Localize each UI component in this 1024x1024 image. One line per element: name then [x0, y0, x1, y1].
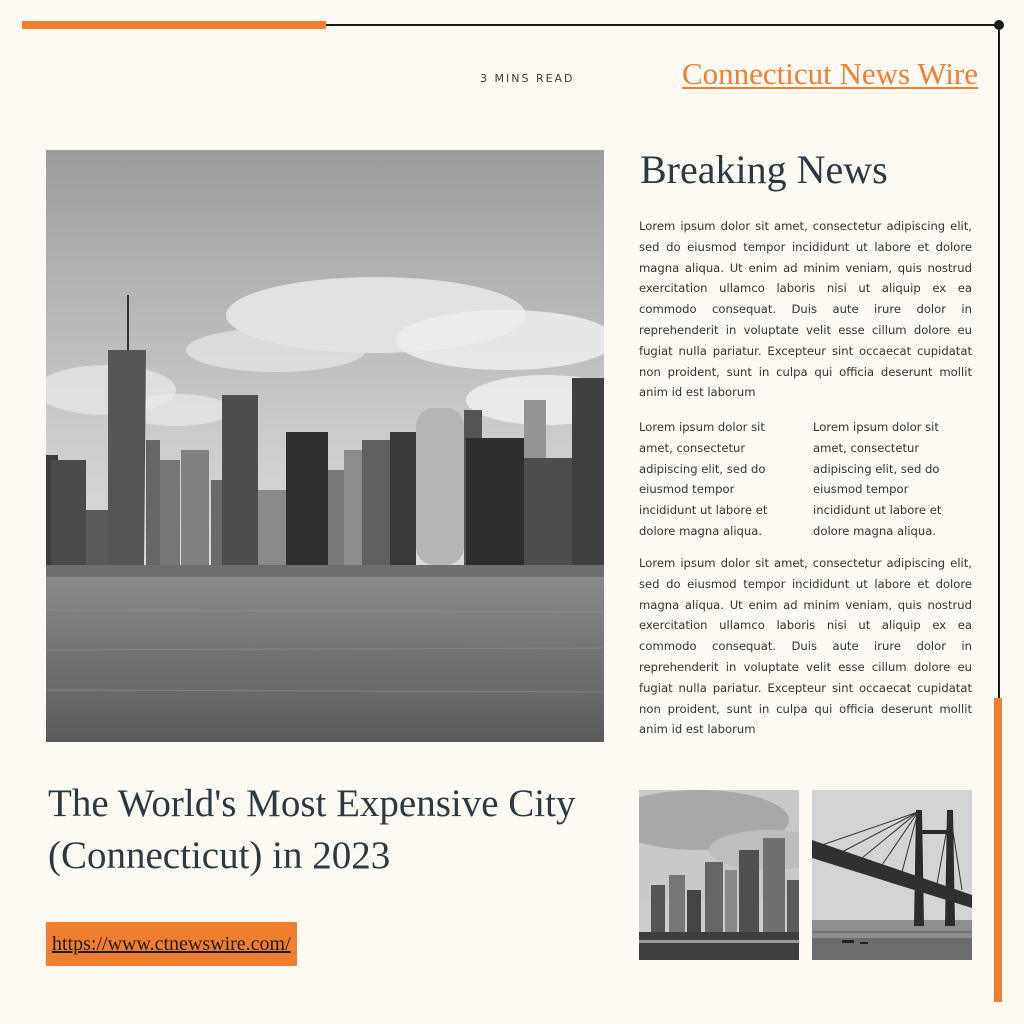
- top-rule-line: [326, 24, 1000, 26]
- website-link[interactable]: https://www.ctnewswire.com/: [52, 932, 291, 955]
- top-accent-bar: [22, 21, 326, 29]
- thumbnail-city-image: [639, 790, 799, 960]
- url-badge[interactable]: [46, 922, 297, 966]
- hero-skyline-image: [46, 150, 604, 742]
- article-paragraph-2: Lorem ipsum dolor sit amet, consectetur adipiscing elit, sed do eiusmod tempor incididunt ut labore et dolore magna aliqua. Ut enim ad minim veniam, quis nostrud exercitation ullamco laboris nisi ut aliquip ex ea commodo consequat. Duis aute irure dolor in reprehenderit in voluptate velit esse cillum dolore eu fugiat nulla pariatur. Excepteur sint occaecat cupidatat non proident, sunt in culpa qui officia deserunt mollit anim id est laborum: [639, 556, 972, 737]
- article-paragraph-1: Lorem ipsum dolor sit amet, consectetur adipiscing elit, sed do eiusmod tempor incididunt ut labore et dolore magna aliqua. Ut enim ad minim veniam, quis nostrud exercitation ullamco laboris nisi ut aliquip ex ea commodo consequat. Duis aute irure dolor in reprehenderit in voluptate velit esse cillum dolore eu fugiat nulla pariatur. Excepteur sint occaecat cupidatat non proident, sunt in culpa qui officia deserunt mollit anim id est laborum: [639, 219, 972, 400]
- read-time-label: 3 MINS READ: [480, 72, 575, 85]
- right-rule-line: [998, 24, 1000, 698]
- article-headline: The World's Most Expensive City (Connecticut) in 2023: [48, 782, 576, 877]
- brand-title[interactable]: Connecticut News Wire: [681, 56, 978, 91]
- thumbnail-bridge-image: [812, 790, 972, 960]
- article-column-2: Lorem ipsum dolor sit amet, consectetur adipiscing elit, sed do eiusmod tempor incididunt ut labore et dolore magna aliqua.: [813, 420, 942, 538]
- article-column-1: Lorem ipsum dolor sit amet, consectetur adipiscing elit, sed do eiusmod tempor incididunt ut labore et dolore magna aliqua.: [639, 420, 768, 538]
- section-title: Breaking News: [640, 147, 888, 192]
- right-accent-bar: [994, 698, 1002, 1002]
